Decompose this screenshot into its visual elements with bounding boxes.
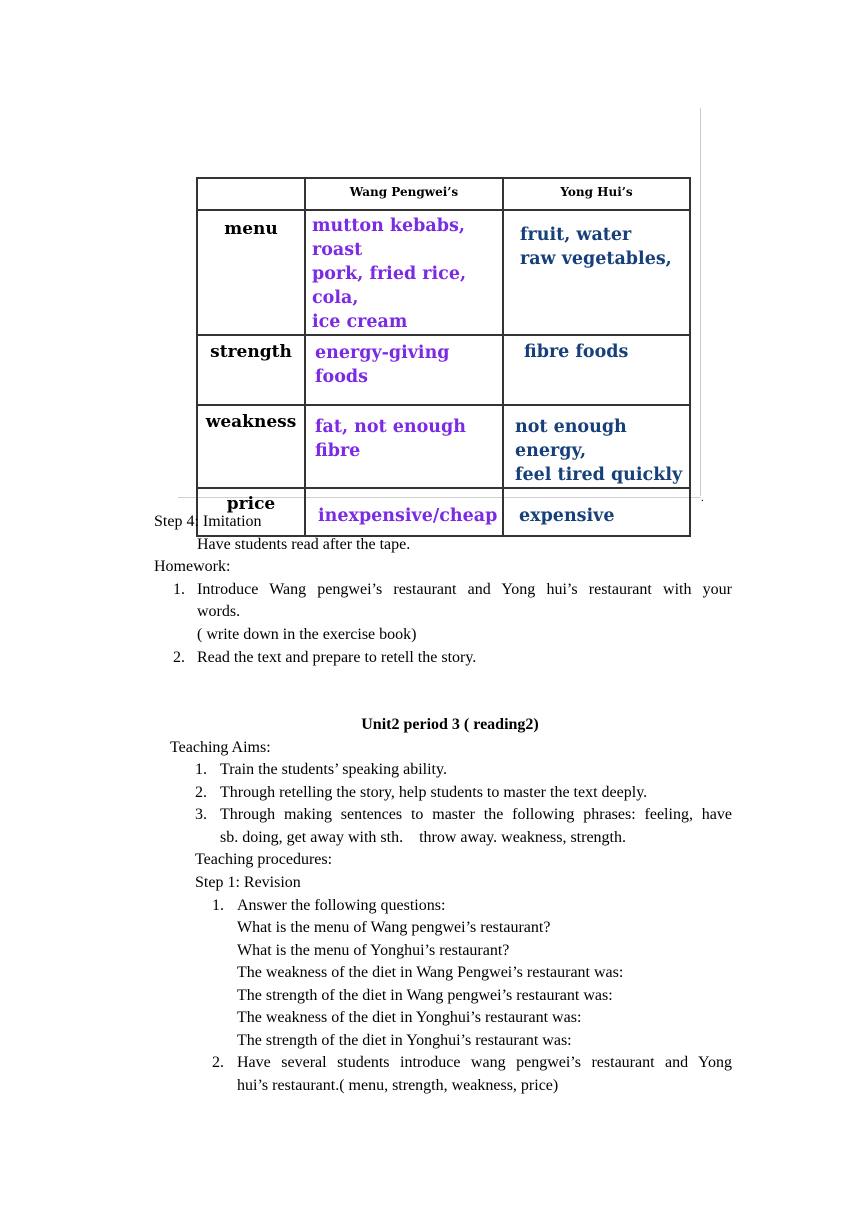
cell-line: fibre foods xyxy=(524,342,629,362)
row-label-weakness: weakness xyxy=(197,405,305,488)
aim-1-number: 1. xyxy=(195,761,207,778)
homework-item-1-line-3: ( write down in the exercise book) xyxy=(197,626,417,643)
cell-wang-strength xyxy=(305,335,503,405)
row-label-menu: menu xyxy=(197,210,305,335)
aim-3-line-1: Through making sentences to master the following phrases: feeling, have xyxy=(220,806,732,823)
table-header-row xyxy=(197,178,690,210)
cell-line: raw vegetables, xyxy=(520,249,672,269)
step1-item-2-line-1: Have several students introduce wang pengwei’s restaurant and Yong xyxy=(237,1054,732,1071)
homework-item-2-text: Read the text and prepare to retell the story. xyxy=(197,649,477,666)
step4-text: Have students read after the tape. xyxy=(197,536,411,553)
table-row-weakness xyxy=(197,405,690,488)
table-row-strength xyxy=(197,335,690,405)
restaurant-comparison-table xyxy=(196,177,691,537)
aim-3-line-2: sb. doing, get away with sth. throw away. weakness, strength. xyxy=(220,829,626,846)
aim-2-number: 2. xyxy=(195,784,207,801)
question-3: The weakness of the diet in Wang Pengwei’s restaurant was: xyxy=(237,964,624,981)
aim-1-text: Train the students’ speaking ability. xyxy=(220,761,447,778)
cell-line: not enough energy, xyxy=(515,417,627,461)
homework-item-1-number: 1. xyxy=(173,581,185,598)
header-wang-pengwei: Wang Pengwei’s xyxy=(305,178,503,210)
cell-yong-price xyxy=(503,488,690,536)
cell-yong-menu xyxy=(503,210,690,335)
cell-line: fat, not enough fibre xyxy=(315,417,466,461)
cell-wang-weakness xyxy=(305,405,503,488)
cell-yong-strength xyxy=(503,335,690,405)
question-1: What is the menu of Wang pengwei’s restaurant? xyxy=(237,919,551,936)
row-label-strength: strength xyxy=(197,335,305,405)
cell-line: expensive xyxy=(519,506,615,526)
teaching-procedures-title: Teaching procedures: xyxy=(195,851,333,868)
cell-wang-price xyxy=(305,488,503,536)
aim-2-text: Through retelling the story, help students to master the text deeply. xyxy=(220,784,648,801)
table-row-menu xyxy=(197,210,690,335)
cell-line: fruit, water xyxy=(520,225,632,245)
homework-item-1-line-1: Introduce Wang pengwei’s restaurant and Yong hui’s restaurant with your xyxy=(197,581,732,598)
aim-3-number: 3. xyxy=(195,806,207,823)
cell-wang-menu xyxy=(305,210,503,335)
homework-item-1-line-2: words. xyxy=(197,603,241,620)
cell-line: feel tired quickly xyxy=(515,465,683,485)
question-5: The weakness of the diet in Yonghui’s restaurant was: xyxy=(237,1009,582,1026)
cell-line: mutton kebabs, roast xyxy=(312,216,465,260)
question-4: The strength of the diet in Wang pengwei’s restaurant was: xyxy=(237,987,613,1004)
question-2: What is the menu of Yonghui’s restaurant? xyxy=(237,942,510,959)
header-yong-hui: Yong Hui’s xyxy=(503,178,690,210)
cell-line: ice cream xyxy=(312,312,408,332)
step1-title: Step 1: Revision xyxy=(195,874,301,891)
image-frame-dot: . xyxy=(701,492,704,504)
step1-item-2-number: 2. xyxy=(212,1054,224,1071)
step1-item-1-text: Answer the following questions: xyxy=(237,897,446,914)
cell-line: inexpensive/cheap xyxy=(318,506,498,526)
teaching-aims-title: Teaching Aims: xyxy=(170,739,271,756)
cell-line: pork, fried rice, cola, xyxy=(312,264,467,308)
image-frame-right-border xyxy=(700,108,701,496)
step1-item-1-number: 1. xyxy=(212,897,224,914)
step4-title: Step 4: Imitation xyxy=(154,513,262,530)
table-row-price xyxy=(197,488,690,536)
cell-yong-weakness xyxy=(503,405,690,488)
cell-line: energy-giving foods xyxy=(315,343,450,387)
period3-title: Unit2 period 3 ( reading2) xyxy=(361,716,539,733)
table-corner-cell xyxy=(197,178,305,210)
homework-item-2-number: 2. xyxy=(173,649,185,666)
homework-title: Homework: xyxy=(154,558,231,575)
row-label-price: price xyxy=(197,488,305,536)
question-6: The strength of the diet in Yonghui’s restaurant was: xyxy=(237,1032,572,1049)
step1-item-2-line-2: hui’s restaurant.( menu, strength, weakness, price) xyxy=(237,1077,559,1094)
